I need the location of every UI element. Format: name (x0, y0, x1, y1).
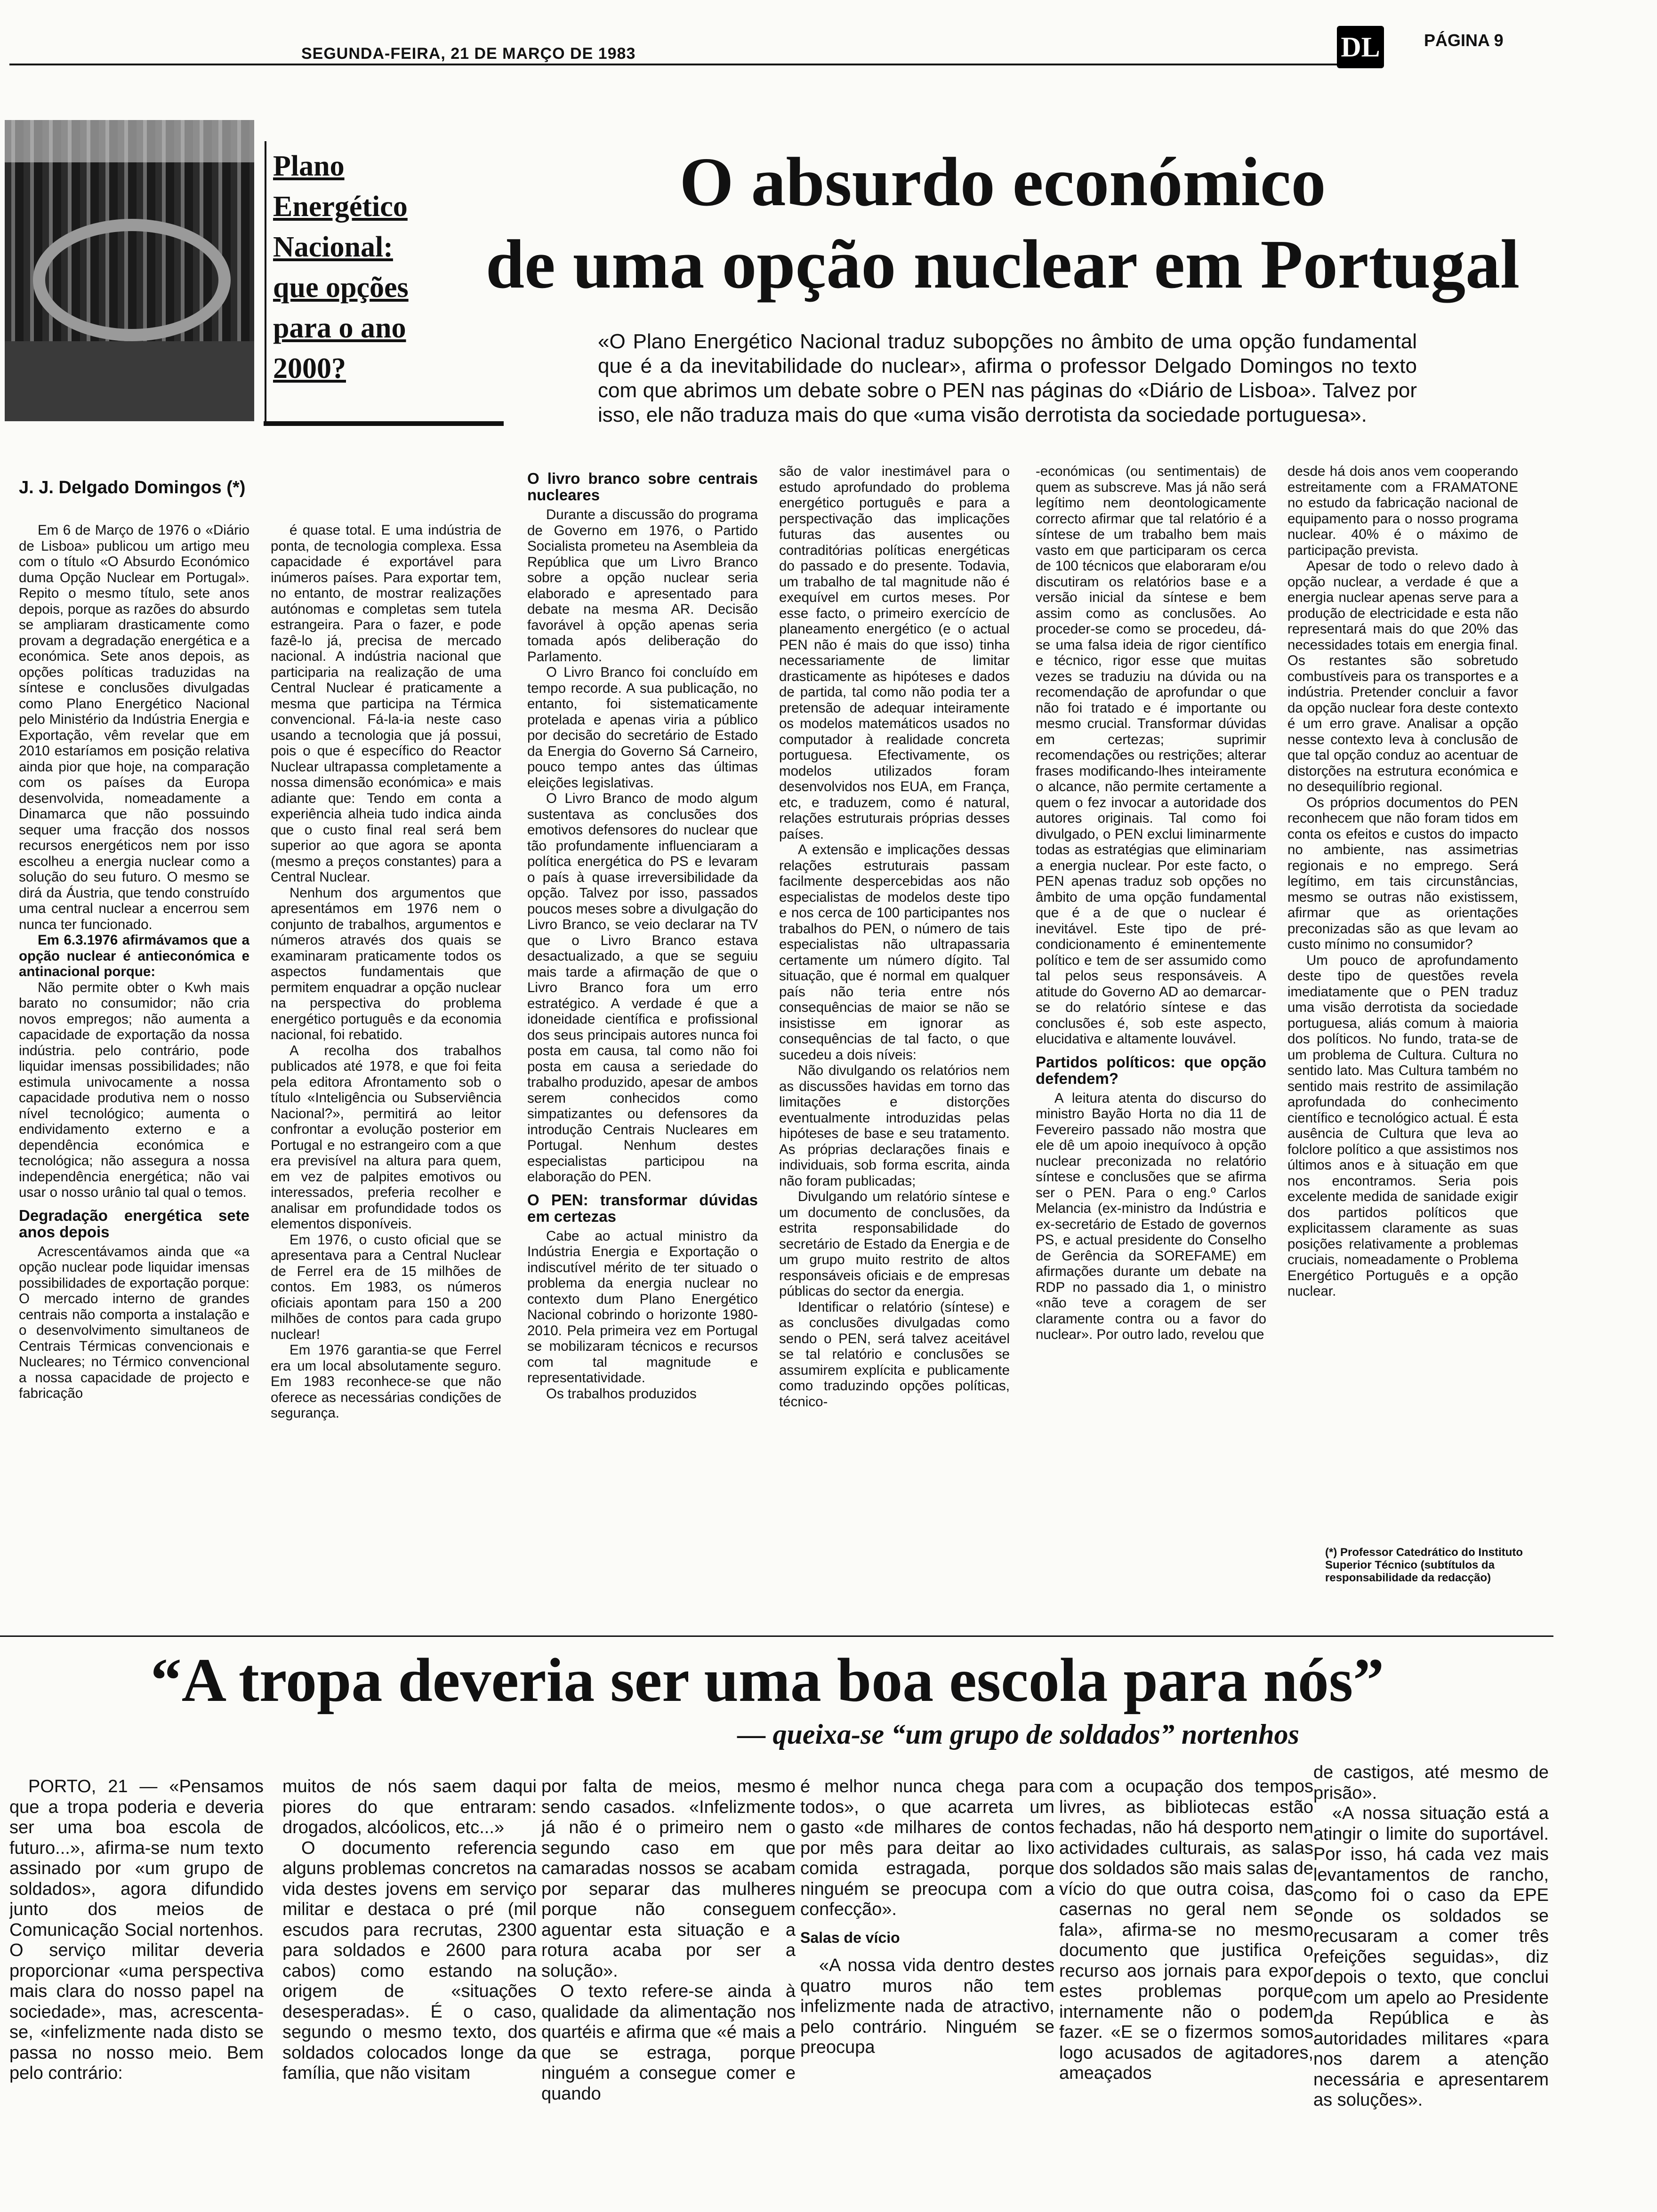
subheading: Degradação energética sete anos depois (19, 1206, 249, 1241)
article-lede: «O Plano Energético Nacional traduz subopções no âmbito de uma opção fundamental que é a da inevitabilidade do nuclear», afirma o professor Delgado Domingos no texto com que abrimos um debate sobre o PEN nas páginas do «Diário de Lisboa». Talvez por isso, ele não traduza mais do que «uma visão derrotista da sociedade portuguesa». (598, 330, 1417, 426)
subheading: O livro branco sobre centrais nucleares (527, 470, 758, 504)
subheading: O PEN: transformar dúvidas em certezas (527, 1191, 758, 1225)
body-column-a: PORTO, 21 — «Pensamos que a tropa poderia e deveria ser uma boa escola de futuro...», afirma-se num texto assinado por «um grupo de soldados», agora difundido junto dos meios de Comunicação Social nortenhos. O serviço militar deveria proporcionar «uma perspectiva mais clara do nosso papel na sociedade», mas, acrescenta-se, «infelizmente nada disto se passa no nosso meio. Bem pelo contrário: (9, 1777, 264, 2083)
nuclear-plant-photo (5, 120, 254, 421)
section-kicker: Plano Energético Nacional: que opções para o ano 2000? (273, 150, 409, 385)
body-column-3: O livro branco sobre centrais nucleares Durante a discussão do programa de Governo em 1976, o Partido Socialista prometeu na Asembleia da República que um Livro Branco sobre a opção nuclear seria elaborado e apresentado para debate na mesma AR. Decisão favorável à opção apenas seria tomada após deliberação do Parlamento. O Livro Branco foi concluído em tempo recorde. A sua publicação, no entanto, foi sistematicamente protelada e apenas viria a público por decisão do secretário de Estado da Energia do Governo Sá Carneiro, pouco tempo antes das últimas eleições legislativas. O Livro Branco de modo algum sustentava as conclusões dos emotivos defensores do nuclear que tão profundamente influenciaram a política energética do PS e levaram o país à quase irreversibilidade da opção. Talvez por isso, passados poucos meses sobre a divulgação do Livro Branco, se veio declarar na TV que o Livro Branco estava desactualizado, a que se seguiu mais tarde a afirmação de que o Livro Branco fora um erro estratégico. A verdade é que a idoneidade científica e profissional dos seus principais autores nunca foi posta em causa, tal como não foi posta em causa a seriedade do trabalho produzido, apesar de ambos serem conhecidos como simpatizantes ou defensores da introdução Centrais Nucleares em Portugal. Nenhum destes especialistas participou na elaboração do PEN. O PEN: transformar dúvidas em certezas Cabe ao actual ministro da Indústria Energia e Exportação o indiscutível mérito de ter situado o problema da energia nuclear no contexto dum Plano Energético Nacional cobrindo o horizonte 1980-2010. Pela primeira vez em Portugal se mobilizaram técnicos e recursos com tal magnitude e representatividade. Os trabalhos produzidos (527, 470, 758, 1402)
article-subheadline-2: — queixa-se “um grupo de soldados” nortenhos (737, 1719, 1299, 1750)
masthead-rule (9, 64, 1337, 65)
body-column-5: -económicas (ou sentimentais) de quem as subscreve. Mas já não será legítimo nem deontologicamente correcto afirmar que tal relatório é a síntese de um trabalho bem mais vasto em que participaram os cerca de 100 técnicos que elaboraram e/ou discutiram os relatórios base e a versão inicial da síntese e bem assim como as conclusões. Ao proceder-se como se procedeu, dá-se uma falsa ideia de rigor científico e técnico, rigor esse que muitas vezes se traduziu na dúvida ou na recomendação de aprofundar o que não foi tratado e é importante ou mesmo crucial. Transformar dúvidas em certezas; suprimir recomendações ou restrições; alterar frases modificando-lhes inteiramente o alcance, não permite certamente a quem o fez invocar a autoridade dos autores originais. Tal como foi divulgado, o PEN exclui liminarmente todas as estratégias que eliminariam a energia nuclear. Por este facto, o PEN apenas traduz sob opções no âmbito de uma opção fundamental que é a de que o nuclear é inevitável. Este tipo de pré-condicionamento é eminentemente político e tem de ser assumido como tal pelos seus responsáveis. A atitude do Governo AD ao demarcar-se do relatório síntese e das conclusões é, sob este aspecto, elucidativa e altamente louvável. Partidos políticos: que opção defendem? A leitura atenta do discurso do ministro Bayão Horta no dia 11 de Fevereiro passado não mostra que ele dê um apoio inequívoco à opção nuclear preconizada no relatório síntese e conclusões que se afirma ser o PEN. Para o eng.º Carlos Melancia (ex-ministro da Indústria e ex-secretário de Estado de governos PS, e actual presidente do Conselho de Gerência da SOREFAME) em afirmações durante um debate na RDP no passado dia 1, o ministro «não teve a coragem de ser claramente contra ou a favor do nuclear». Por outro lado, revelou que (1036, 464, 1266, 1342)
kicker-divider (265, 141, 266, 424)
body-column-f: de castigos, até mesmo de prisão». «A nossa situação está a atingir o limite do suportável. Por isso, há cada vez mais levantamentos de rancho, como foi o caso da EPE onde os soldados se recusaram a comer três refeições seguidas», diz depois o texto, que conclui com um apelo ao Presidente da República e às autoridades militares «para nos darem a atenção necessária e apresentarem as soluções». (1313, 1763, 1549, 2110)
newspaper-logo: DL (1337, 26, 1384, 68)
body-column-1: Em 6 de Março de 1976 o «Diário de Lisboa» publicou um artigo meu com o título «O Absurdo Económico duma Opção Nuclear em Portugal». Repito o mesmo título, sete anos depois, porque as razões do absurdo se ampliaram drasticamente como provam a degradação energética e a económica. Sete anos depois, as opções políticas traduzidas na síntese e conclusões divulgadas como Plano Energético Nacional pelo Ministério da Indústria Energia e Exportação, vêm revelar que em 2010 estaríamos em posição relativa ainda pior que hoje, na comparação com os países da Europa desenvolvida, nomeadamente a Dinamarca que não possuindo sequer uma fracção dos nossos recursos energéticos nem por isso escolheu a energia nuclear como a solução do seu futuro. O mesmo se dirá da Áustria, que tendo construído uma central nuclear a encerrou sem nunca ter funcionado. Em 6.3.1976 afirmávamos que a opção nuclear é antieconómica e antinacional porque: Não permite obter o Kwh mais barato no consumidor; não cria novos empregos; não aumenta a capacidade de exportação da nossa indústria. pelo contrário, pode liquidar imensas possibilidades; não estimula univocamente a nossa capacidade produtiva nem o nosso nível tecnológico; aumenta o endividamento externo e a dependência económica e tecnológica; não assegura a nossa independência energética; não vai usar o nosso urânio tal qual o temos. Degradação energética sete anos depois Acrescentávamos ainda que «a opção nuclear pode liquidar imensas possibilidades de exportação porque: O mercado interno de grandes centrais não comporta a instalação e o desenvolvimento simultaneos de Centrais Térmicas convencionais e Nucleares; no Térmico convencional a nossa capacidade de projecto e fabricação (19, 522, 249, 1401)
subheading: Partidos políticos: que opção defendem? (1036, 1053, 1266, 1087)
article-headline-2: “A tropa deveria ser uma boa escola para nós” (150, 1645, 1384, 1715)
subheading: Salas de vício (800, 1929, 900, 1946)
article-headline: O absurdo económico de uma opção nuclear em Portugal (485, 144, 1520, 303)
body-column-b: muitos de nós saem daqui piores do que entraram: drogados, alcóolicos, etc...» O documento referencia alguns problemas concretos na vida destes jovens em serviço militar e destaca o pré (mil escudos para recrutas, 2300 para soldados e 2600 para cabos) como estando na origem de «situações desesperadas». É o caso, segundo o mesmo texto, dos soldados colocados longe da família, que não visitam (282, 1777, 537, 2083)
kicker-rule (264, 421, 504, 426)
page-number: PÁGINA 9 (1424, 31, 1504, 50)
masthead-date: SEGUNDA-FEIRA, 21 DE MARÇO DE 1983 (301, 45, 636, 63)
body-column-d: é melhor nunca chega para todos», o que acarreta um gasto «de milhares de contos por mês para deitar ao lixo comida estragada, porque ninguém se preocupa com a confecção». Salas de vício «A nossa vida dentro destes quatro muros não tem infelizmente nada de atractivo, pelo contrário. Ninguém se preocupa (800, 1777, 1054, 2057)
author-footnote: (*) Professor Catedrático do Instituto Superior Técnico (subtítulos da responsabilidade da redacção) (1325, 1546, 1523, 1584)
body-column-e: com a ocupação dos tempos livres, as bibliotecas estão fechadas, não há desporto nem actividades culturais, as salas dos soldados são mais salas de vício do que outra coisa, das casernas no geral nem se fala», afirma-se no mesmo documento que justifica o recurso aos jornais para expor estes problemas porque internamente não o podem fazer. «E se o fizermos somos logo acusados de agitadores, ameaçados (1059, 1777, 1313, 2083)
author-byline: J. J. Delgado Domingos (*) (19, 478, 246, 497)
body-column-2: é quase total. E uma indústria de ponta, de tecnologia complexa. Essa capacidade é exportável para inúmeros países. Para exportar tem, no entanto, de mostrar realizações autónomas e completas sem tutela estrangeira. Para o fazer, e pode fazê-lo já, precisa de mercado nacional. A indústria nacional que participaria na realização de uma Central Nuclear é praticamente a mesma que participa na Térmica convencional. Fá-la-ia neste caso usando a tecnologia que já possui, pois o que é específico do Reactor Nuclear ultrapassa completamente a nossa dimensão económica» e mais adiante que: Tendo em conta a experiência alheia tudo indica ainda que o custo final real será bem superior ao que agora se aponta (mesmo a preços constantes) para a Central Nuclear. Nenhum dos argumentos que apresentámos em 1976 nem o conjunto de trabalhos, argumentos e números através dos quais se examinaram praticamente todos os aspectos fundamentais que permitem enquadrar a opção nuclear na perspectiva do problema energético português e da economia nacional, foi rebatido. A recolha dos trabalhos publicados até 1978, e que foi feita pela editora Afrontamento sob o título «Inteligência ou Subserviência Nacional?», permitirá ao leitor confrontar a evolução posterior em Portugal e no estrangeiro com a que era previsível na altura para quem, em vez de palpites emotivos ou interessados, preferia recolher e analisar em profundidade todos os elementos disponíveis. Em 1976, o custo oficial que se apresentava para a Central Nuclear de Ferrel era de 15 milhões de contos. Em 1983, os números oficiais apontam para 150 a 200 milhões de contos para cada grupo nuclear! Em 1976 garantia-se que Ferrel era um local absolutamente seguro. Em 1983 reconhece-se que não oferece as necessárias condições de segurança. (271, 522, 501, 1421)
body-column-6: desde há dois anos vem cooperando estreitamente com a FRAMATONE no estudo da fabricação nacional de equipamento para o nosso programa nuclear. 40% é o máximo de participação prevista. Apesar de todo o relevo dado à opção nuclear, a verdade é que a energia nuclear apenas serve para a produção de electricidade e esta não representará mais do que 20% das necessidades totais em energia final. Os restantes são sobretudo combustíveis para os transportes e a indústria. Pretender concluir a favor da opção nuclear fora deste contexto é um erro grave. Analisar a opção nesse contexto leva à conclusão de que tal opção conduz ao acentuar de distorções na estrutura económica e no desequilíbrio regional. Os próprios documentos do PEN reconhecem que não foram tidos em conta os efeitos e custos do impacto no ambiente, nas assimetrias regionais e no emprego. Será legítimo, em tais circunstâncias, mesmo se outras não existissem, afirmar que as orientações preconizadas são as que levam ao custo mínimo no consumidor? Um pouco de aprofundamento deste tipo de questões revela imediatamente que o PEN traduz uma visão derrotista da sociedade portuguesa, aliás comum à maioria dos políticos. No fundo, trata-se de um problema de Cultura. Cultura no sentido lato. Mas Cultura também no sentido mais restrito de assimilação aprofundada do conhecimento científico e tecnológico actual. É esta ausência de Cultura que leva ao folclore político a que assistimos nos últimos anos e à situação em que nos encontramos. Seria pois excelente medida de sanidade exigir dos partidos políticos que explicitassem claramente as suas posições relativamente a problemas cruciais, nomeadamente o Problema Energético Português e a opção nuclear. (1287, 464, 1518, 1299)
article-divider (0, 1635, 1553, 1637)
body-column-4: são de valor inestimável para o estudo aprofundado do problema energético português e para a perspectivação das implicações futuras das ausentes ou contraditórias políticas energéticas do passado e do presente. Todavia, um trabalho de tal magnitude não é exequível em curtos meses. Por esse facto, o primeiro exercício de planeamento energético (e o actual PEN não é mais do que isso) tinha necessariamente de limitar drasticamente as hipóteses e dados de partida, tal como não podia ter a pretensão de adequar inteiramente os modelos matemáticos usados no computador à realidade concreta portuguesa. Efectivamente, os modelos utilizados foram desenvolvidos nos EUA, em França, etc, e traduzem, como é natural, relações estruturais próprias desses países. A extensão e implicações dessas relações estruturais passam facilmente despercebidas aos não especialistas de modelos deste tipo e nos cerca de 100 participantes nos trabalhos do PEN, o número de tais especialistas não ultrapassaria certamente um número dígito. Tal situação, que é normal em qualquer país não teria entre nós consequências de maior se não se insistisse em ignorar as consequências de tal facto, o que sucedeu a dois níveis: Não divulgando os relatórios nem as discussões havidas em torno das limitações e distorções eventualmente introduzidas pelas hipóteses de base e seu tratamento. As próprias declarações finais e individuais, sob forma escrita, ainda não foram publicadas; Divulgando um relatório síntese e um documento de conclusões, da estrita responsabilidade do secretário de Estado da Energia e de um grupo muito restrito de altos responsáveis oficiais e de empresas públicas do sector da energia. Identificar o relatório (síntese) e as conclusões divulgadas como sendo o PEN, será talvez aceitável se tal relatório e conclusões se assumirem explícita e publicamente como traduzindo opções políticas, técnico- (779, 464, 1010, 1410)
body-column-c: por falta de meios, mesmo sendo casados. «Infelizmente já não é o primeiro nem o segundo caso em que camaradas nossos se acabam por separar das mulheres porque não conseguem aguentar esta situação e a rotura acaba por ser a solução». O texto refere-se ainda à qualidade da alimentação nos quartéis e afirma que «é mais a que se estraga, porque ninguém a consegue comer e quando (541, 1777, 796, 2104)
